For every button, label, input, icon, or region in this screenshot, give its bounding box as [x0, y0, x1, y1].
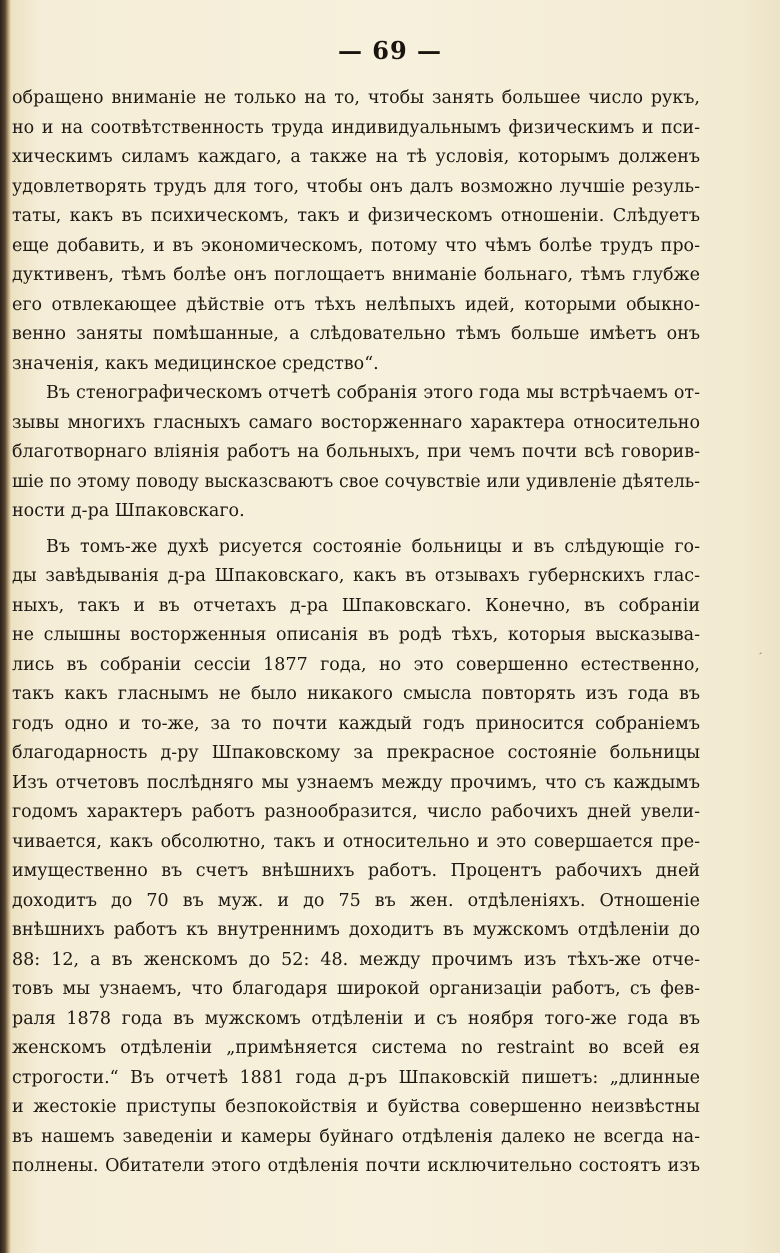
text-line: дуктивенъ, тѣмъ болѣе онъ поглощаетъ вниманіе больнаго, тѣмъ глубже — [12, 265, 700, 285]
text-line: благотворнаго вліянія работъ на больныхъ, при чемъ почти всѣ говорив- — [12, 442, 700, 462]
text-line: шіе по этому поводу высказсваютъ свое сочувствіе или удивленіе дѣятель- — [12, 471, 700, 492]
text-line: обращено вниманіе не только на то, чтобы занять большее число рукъ, — [12, 88, 700, 108]
paragraph-2 — [12, 379, 700, 527]
text-line: удовлетворять трудъ для того, чтобы онъ далъ возможно лучшіе резуль- — [12, 176, 700, 197]
text-line: зывы многихъ гласныхъ самаго восторженнаго характера относительно — [12, 412, 700, 433]
page-number: — 69 — — [337, 36, 443, 65]
text-line: венно заняты помѣшанные, а слѣдовательно тѣмъ больше имѣетъ онъ — [12, 324, 700, 344]
text-line: но и на соотвѣтственность труда индивидуальнымъ физическимъ и пси- — [12, 117, 700, 138]
binding-edge-shadow — [0, 0, 11, 1253]
text-line: благодарность д-ру Шпаковскому за прекрасное состояніе больницы — [12, 743, 700, 763]
text-line: годомъ характеръ работъ разнообразится, число рабочихъ дней увели- — [12, 802, 700, 822]
text-line: ды завѣдыванія д-ра Шпаковскаго, какъ въ отзывахъ губернскихъ глас- — [12, 566, 700, 586]
text-line: въ нашемъ заведеніи и камеры буйнаго отдѣленія далеко не всегда на- — [12, 1126, 700, 1147]
text-line: Въ стенографическомъ отчетѣ собранія этого года мы встрѣчаемъ от- — [46, 383, 700, 403]
text-line: товъ мы узнаемъ, что благодаря широкой организаціи работъ, съ фев- — [12, 979, 700, 999]
body-text — [12, 84, 700, 1182]
text-line: хическимъ силамъ каждаго, а также на тѣ условія, которымъ долженъ — [12, 147, 700, 167]
margin-mark: ′ — [755, 649, 764, 665]
text-line: ныхъ, такъ и въ отчетахъ д-ра Шпаковскаго. Конечно, въ собраніи — [12, 595, 700, 616]
text-line: таты, какъ въ психическомъ, такъ и физическомъ отношеніи. Слѣдуетъ — [12, 206, 700, 226]
text-line: годъ одно и то-же, за то почти каждый годъ приносится собраніемъ — [12, 713, 700, 734]
text-line: лись въ собраніи сессіи 1877 года, но это совершенно естественно, — [12, 654, 700, 675]
text-line: имущественно въ счетъ внѣшнихъ работъ. Процентъ рабочихъ дней — [12, 861, 700, 881]
text-line: такъ какъ гласнымъ не было никакого смысла повторять изъ года въ — [12, 684, 700, 704]
paragraph-3 — [12, 533, 700, 1182]
text-line: женскомъ отдѣленіи „примѣняется система no restraint во всей ея — [12, 1038, 700, 1058]
text-line: Изъ отчетовъ послѣдняго мы узнаемъ между прочимъ, что съ каждымъ — [12, 772, 700, 793]
text-line: чивается, какъ обсолютно, такъ и относительно и это совершается пре- — [12, 831, 700, 852]
text-line: внѣшнихъ работъ къ внутреннимъ доходитъ въ мужскомъ отдѣленіи до — [12, 920, 700, 940]
text-line: доходитъ до 70 въ муж. и до 75 въ жен. отдѣленіяхъ. Отношеніе — [12, 890, 700, 911]
text-line: еще добавить, и въ экономическомъ, потому что чѣмъ болѣе трудъ про- — [12, 235, 700, 256]
text-line: не слышны восторженныя описанія въ родѣ тѣхъ, которыя высказыва- — [12, 625, 700, 645]
text-line: его отвлекающее дѣйствіе отъ тѣхъ нелѣпыхъ идей, которыми обыкно- — [12, 294, 700, 315]
text-line: Въ томъ-же духѣ рисуется состояніе больницы и въ слѣдующіе го- — [46, 536, 700, 557]
text-line: значенія, какъ медицинское средство“. — [12, 353, 379, 374]
text-line: раля 1878 года въ мужскомъ отдѣленіи и съ ноября того-же года въ — [12, 1008, 700, 1029]
paragraph-1 — [12, 84, 700, 379]
text-line: полнены. Обитатели этого отдѣленія почти исключительно состоятъ изъ — [12, 1156, 700, 1176]
text-line: 88: 12, а въ женскомъ до 52: 48. между прочимъ изъ тѣхъ-же отче- — [12, 949, 700, 970]
text-line: ности д-ра Шпаковскаго. — [12, 501, 245, 521]
text-line: и жестокіе приступы безпокойствія и буйства совершенно неизвѣстны — [12, 1097, 700, 1117]
text-line: строгости.“ Въ отчетѣ 1881 года д-ръ Шпаковскій пишетъ: „длинные — [12, 1067, 700, 1088]
